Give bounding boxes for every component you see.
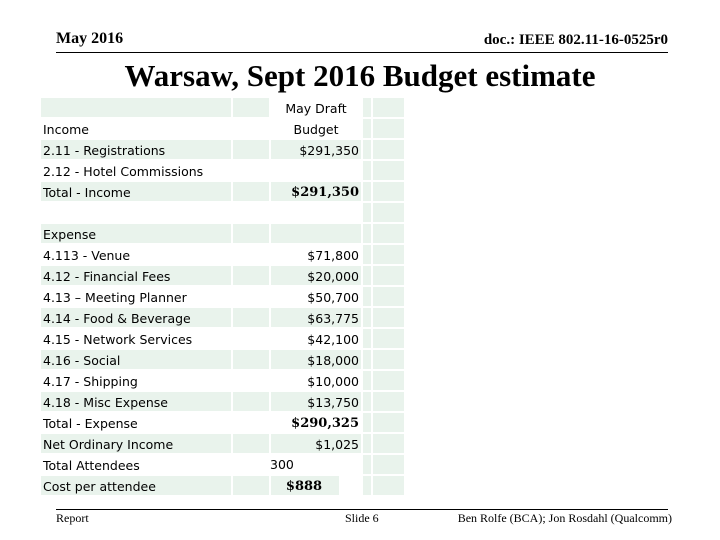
table-cell <box>372 223 405 244</box>
table-row <box>40 307 405 328</box>
table-cell <box>232 307 270 328</box>
table-row <box>40 223 405 244</box>
header-doc-id: doc.: IEEE 802.11-16-0525r0 <box>483 32 668 48</box>
table-row <box>40 139 405 160</box>
footer-report-label: Report <box>56 511 89 525</box>
table-cell <box>372 160 405 181</box>
table-cell <box>372 370 405 391</box>
row-label: Total - Income <box>40 181 232 202</box>
row-label: Total - Expense <box>40 412 232 433</box>
table-cell <box>362 286 372 307</box>
table-cell <box>362 433 372 454</box>
table-row <box>40 349 405 370</box>
row-label: 2.12 - Hotel Commissions <box>40 160 232 181</box>
table-cell <box>232 265 270 286</box>
table-row <box>40 391 405 412</box>
table-cell <box>372 286 405 307</box>
header-rule <box>56 52 668 53</box>
table-cell <box>232 244 270 265</box>
table-row <box>40 328 405 349</box>
table-cell <box>362 97 372 118</box>
table-cell <box>362 454 372 475</box>
table-cell <box>372 181 405 202</box>
table-cell <box>372 391 405 412</box>
table-cell <box>232 118 270 139</box>
row-value: $10,000 <box>270 370 362 391</box>
table-cell <box>362 265 372 286</box>
table-cell <box>232 370 270 391</box>
table-cell <box>372 328 405 349</box>
table-cell <box>232 433 270 454</box>
table-cell <box>362 118 372 139</box>
slide-title: Warsaw, Sept 2016 Budget estimate <box>124 58 596 93</box>
row-value: $71,800 <box>270 244 362 265</box>
table-cell <box>372 475 405 496</box>
footer-authors: Ben Rolfe (BCA); Jon Rosdahl (Qualcomm) <box>457 511 672 525</box>
row-label: Net Ordinary Income <box>40 433 232 454</box>
table-row <box>40 370 405 391</box>
table-cell <box>362 349 372 370</box>
table-cell <box>362 202 372 223</box>
row-label: 4.16 - Social <box>40 349 232 370</box>
column-header-line1: May Draft <box>270 97 362 118</box>
table-cell <box>372 349 405 370</box>
total-income-value: $291,350 <box>270 181 362 202</box>
table-cell <box>362 244 372 265</box>
row-label: 4.14 - Food & Beverage <box>40 307 232 328</box>
table-cell <box>362 391 372 412</box>
table-cell <box>362 370 372 391</box>
row-value: $42,100 <box>270 328 362 349</box>
table-row <box>40 265 405 286</box>
row-label: 4.17 - Shipping <box>40 370 232 391</box>
table-row <box>40 160 405 181</box>
table-cell <box>232 349 270 370</box>
table-cell <box>372 244 405 265</box>
row-label: 2.11 - Registrations <box>40 139 232 160</box>
table-cell <box>372 265 405 286</box>
table-cell <box>232 139 270 160</box>
table-cell <box>362 160 372 181</box>
table-row <box>40 202 405 223</box>
row-label: 4.18 - Misc Expense <box>40 391 232 412</box>
table-row <box>40 433 405 454</box>
footer-slide-number: Slide 6 <box>345 511 379 525</box>
table-cell <box>270 223 362 244</box>
table-row <box>40 118 405 139</box>
table-cell <box>362 307 372 328</box>
table-cell <box>372 433 405 454</box>
table-cell <box>372 454 405 475</box>
table-row <box>40 181 405 202</box>
row-label: Cost per attendee <box>40 475 232 496</box>
table-row <box>40 475 405 496</box>
table-cell <box>40 97 232 118</box>
table-cell <box>362 475 372 496</box>
table-cell <box>232 202 270 223</box>
row-value: $63,775 <box>270 307 362 328</box>
table-cell <box>362 328 372 349</box>
table-cell <box>232 391 270 412</box>
table-cell <box>372 202 405 223</box>
row-value: $18,000 <box>270 349 362 370</box>
table-cell <box>362 223 372 244</box>
table-cell <box>372 307 405 328</box>
row-value: $20,000 <box>270 265 362 286</box>
table-cell <box>232 412 270 433</box>
row-value: $13,750 <box>270 391 362 412</box>
table-cell <box>232 223 270 244</box>
table-cell <box>362 412 372 433</box>
expense-heading: Expense <box>40 223 232 244</box>
table-cell <box>372 412 405 433</box>
row-label: Total Attendees <box>40 454 232 475</box>
table-row <box>40 412 405 433</box>
table-cell <box>372 139 405 160</box>
table-row <box>40 244 405 265</box>
table-cell <box>232 454 270 475</box>
net-income-value: $1,025 <box>270 433 362 454</box>
table-cell <box>362 181 372 202</box>
table-cell <box>232 181 270 202</box>
table-cell <box>232 97 270 118</box>
table-cell <box>40 202 232 223</box>
table-cell <box>362 139 372 160</box>
table-cell <box>232 160 270 181</box>
total-expense-value: $290,325 <box>270 412 362 433</box>
row-label: 4.12 - Financial Fees <box>40 265 232 286</box>
table-cell <box>232 328 270 349</box>
row-label: 4.15 - Network Services <box>40 328 232 349</box>
row-value <box>270 160 362 181</box>
table-cell <box>232 286 270 307</box>
row-label: 4.13 – Meeting Planner <box>40 286 232 307</box>
row-value: $291,350 <box>270 139 362 160</box>
income-heading: Income <box>40 118 232 139</box>
attendees-value: 300 <box>270 457 294 472</box>
footer-rule <box>56 509 668 510</box>
row-value: $50,700 <box>270 286 362 307</box>
cost-per-attendee-value: $888 <box>270 475 340 496</box>
table-cell <box>372 97 405 118</box>
table-cell <box>232 475 270 496</box>
table-cell <box>372 118 405 139</box>
table-row <box>40 454 405 475</box>
column-header-line2: Budget <box>270 118 362 139</box>
table-row <box>40 286 405 307</box>
row-label: 4.113 - Venue <box>40 244 232 265</box>
table-cell <box>270 202 362 223</box>
table-row <box>40 97 405 118</box>
header-date: May 2016 <box>56 30 124 47</box>
